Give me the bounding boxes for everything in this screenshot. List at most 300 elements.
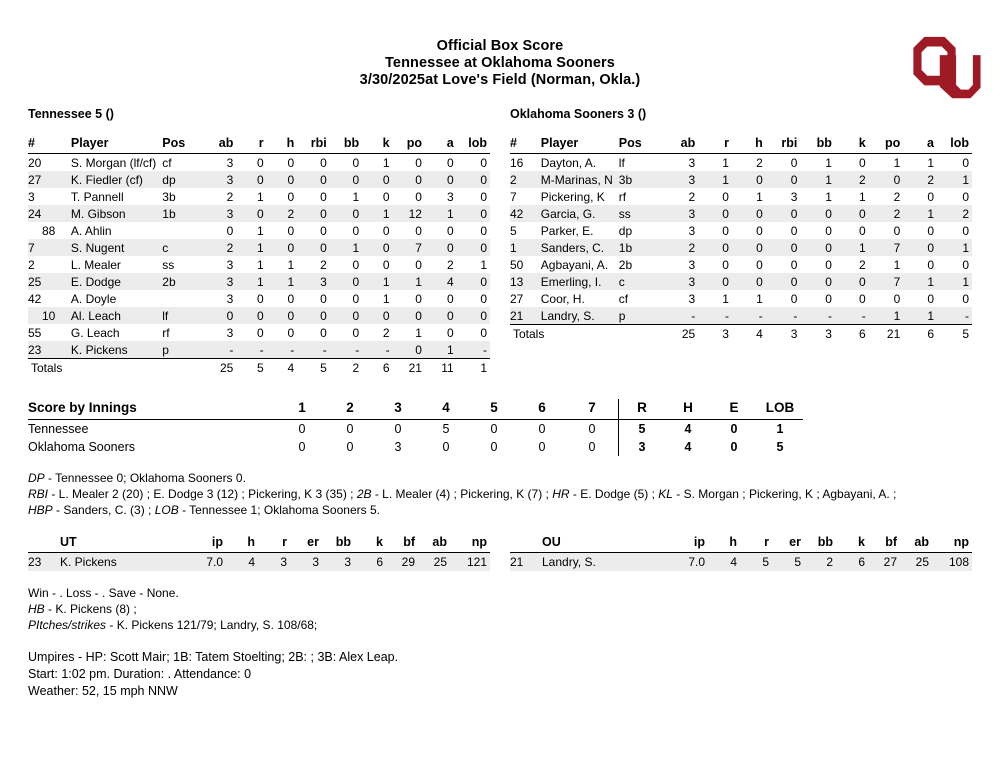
line-score-section: [28, 399, 972, 456]
note-lob-label: LOB: [154, 502, 179, 517]
pitch-stat-ab: 25: [418, 552, 450, 571]
stat-rbi: 0: [790, 257, 798, 272]
stat-r: 1: [722, 155, 729, 170]
stat-ab: 3: [226, 291, 234, 306]
table-row: [28, 324, 490, 341]
stat-h: 0: [287, 189, 295, 204]
stat-lob: 0: [480, 291, 487, 306]
stat-po: 2: [869, 205, 904, 222]
col-lob: lob: [937, 135, 972, 154]
stat-rbi: 3: [790, 189, 798, 204]
col-k: k: [362, 135, 392, 154]
inning-4-runs: 0: [442, 439, 450, 454]
player-name: Agbayani, A.: [540, 257, 609, 272]
totals-po: 21: [869, 325, 904, 343]
table-row: [510, 273, 972, 290]
stat-po: 1: [893, 257, 901, 272]
away-team-title: Tennessee 5 (): [28, 107, 114, 121]
stat-bb: 1: [330, 239, 362, 256]
stat-lob: 1: [480, 257, 487, 272]
table-row: [510, 222, 972, 239]
stat-po: 7: [393, 239, 425, 256]
stat-po: 0: [415, 189, 422, 204]
stat-ab: 2: [204, 239, 236, 256]
pit-col-r: r: [258, 534, 290, 553]
stat-ab: 2: [688, 189, 696, 204]
stat-bb: -: [330, 341, 362, 359]
player-name: E. Dodge: [68, 273, 159, 290]
player-position: [159, 222, 204, 239]
col-pos: Pos: [159, 135, 204, 154]
pit-col-er: er: [290, 534, 322, 553]
player-number: 88: [42, 223, 56, 238]
note-hbp-lob: [28, 502, 972, 518]
table-row: [28, 205, 490, 222]
col-h: h: [732, 135, 766, 154]
inning-header-6: 6: [518, 399, 566, 420]
player-position: 3b: [616, 171, 664, 188]
totals-rbi: 5: [297, 359, 330, 377]
pitch-stat-np: 121: [450, 552, 490, 571]
player-name: Sanders, C.: [538, 239, 616, 256]
stat-rbi: 0: [297, 307, 330, 324]
stat-h: 0: [287, 325, 295, 340]
total-r: 5: [638, 421, 646, 436]
stat-h: 1: [287, 257, 295, 272]
stat-a: 0: [447, 223, 454, 238]
totals-bb: 2: [330, 359, 362, 377]
player-position: dp: [159, 171, 204, 188]
player-number: 21: [510, 307, 538, 325]
stat-ab: -: [664, 307, 699, 325]
table-header-row: [510, 534, 972, 553]
note-dp: [28, 470, 972, 486]
col-po: po: [393, 135, 425, 154]
stat-a: 1: [903, 273, 937, 290]
stat-a: 1: [425, 205, 457, 222]
player-number: 25: [28, 273, 68, 290]
table-row: [28, 239, 490, 256]
decision-line: Win - . Loss - . Save - None.: [28, 585, 179, 600]
col-a: a: [425, 135, 457, 154]
table-row: [28, 273, 490, 290]
totals-h: 4: [732, 325, 766, 343]
inning-7-runs: 0: [566, 419, 619, 438]
player-position: p: [159, 341, 204, 359]
note-2b-text: - L. Mealer (4) ; Pickering, K (7) ;: [371, 486, 553, 501]
stat-r: 1: [256, 257, 264, 272]
header-line-title: Official Box Score: [436, 38, 564, 54]
total-lob: 1: [776, 421, 784, 436]
stat-po: 0: [415, 257, 422, 272]
stat-lob: 1: [937, 273, 972, 290]
stat-h: 2: [756, 155, 763, 170]
totals-r: 3: [698, 325, 732, 343]
totals-row: [510, 325, 972, 343]
away-pitching-block: [28, 534, 490, 571]
totals-a: 6: [903, 325, 937, 343]
pitch-stat-er: 3: [290, 552, 322, 571]
away-team-block: [28, 107, 490, 377]
stat-k: 0: [362, 239, 392, 256]
stat-bb: 0: [825, 257, 832, 272]
line-score-team: Oklahoma Sooners: [28, 439, 136, 454]
totals-k: 6: [362, 359, 392, 377]
total-header-e: E: [711, 399, 757, 420]
inning-2-runs: 0: [346, 421, 354, 436]
stat-rbi: 0: [320, 325, 327, 340]
stat-k: -: [362, 341, 392, 359]
stat-a: 0: [927, 223, 934, 238]
stat-k: 1: [362, 273, 392, 290]
stat-bb: 0: [352, 155, 360, 170]
player-name: Parker, E.: [540, 223, 594, 238]
total-h: 4: [684, 421, 692, 436]
stat-a: 0: [903, 239, 937, 256]
stat-h: 0: [267, 239, 298, 256]
stat-h: 0: [287, 291, 295, 306]
player-number: 42: [28, 291, 42, 306]
totals-lob: 5: [937, 325, 972, 343]
player-name: Pickering, K: [540, 189, 605, 204]
stat-r: 0: [236, 307, 266, 324]
stat-bb: 0: [800, 273, 835, 290]
stat-ab: 3: [204, 273, 236, 290]
stat-po: 1: [869, 307, 904, 325]
stat-po: 1: [893, 155, 901, 170]
pitch-stat-k: 6: [836, 552, 868, 571]
player-position: [159, 290, 204, 307]
stat-ab: 3: [226, 325, 234, 340]
away-pitching-body: [28, 552, 490, 571]
totals-ab: 25: [204, 359, 236, 377]
away-pitching-table: [28, 534, 490, 571]
player-number: 23: [28, 341, 68, 359]
stat-ab: 0: [204, 307, 236, 324]
table-row: [28, 171, 490, 188]
stat-r: 0: [236, 205, 266, 222]
totals-po: 21: [393, 359, 425, 377]
stat-bb: 0: [352, 325, 360, 340]
inning-3-runs: 0: [394, 421, 402, 436]
player-number: 7: [510, 189, 517, 204]
inning-3-runs: 3: [394, 439, 402, 454]
stat-r: 1: [236, 273, 266, 290]
stat-lob: 0: [457, 171, 490, 188]
stat-bb: 0: [330, 307, 362, 324]
table-row: [510, 307, 972, 325]
stat-lob: 0: [457, 205, 490, 222]
stat-rbi: 0: [320, 189, 327, 204]
pit-col-np: np: [932, 534, 972, 553]
player-number: 27: [28, 171, 68, 188]
note-kl-text: - S. Morgan ; Pickering, K ; Agbayani, A. ;: [672, 486, 897, 501]
table-row: [510, 154, 972, 172]
pitching-section: [28, 534, 972, 571]
stat-k: 2: [382, 325, 390, 340]
line-score-row: [28, 438, 803, 456]
stat-h: 0: [732, 205, 766, 222]
stat-ab: 3: [226, 257, 234, 272]
player-position: rf: [618, 189, 627, 204]
pitches-text: - K. Pickens 121/79; Landry, S. 108/68;: [106, 617, 318, 632]
stat-r: 1: [236, 239, 266, 256]
stat-a: 2: [903, 171, 937, 188]
stat-po: 12: [393, 205, 425, 222]
player-position: 1b: [159, 205, 204, 222]
stat-k: 1: [362, 205, 392, 222]
table-row: [510, 256, 972, 273]
pit-col-er: er: [772, 534, 804, 553]
pitch-stat-bb: 2: [804, 552, 836, 571]
col-bb: bb: [800, 135, 835, 154]
stat-r: 0: [236, 171, 266, 188]
stat-lob: 1: [937, 171, 972, 188]
player-number: 50: [510, 257, 524, 272]
stat-bb: 0: [330, 205, 362, 222]
stat-h: 0: [732, 171, 766, 188]
stat-h: 0: [267, 171, 298, 188]
stat-ab: 3: [204, 205, 236, 222]
note-kl-label: KL: [658, 486, 673, 501]
stat-k: -: [835, 307, 869, 325]
col-r: r: [698, 135, 732, 154]
pit-col-ip: ip: [194, 534, 226, 553]
hb-line: [28, 601, 972, 617]
player-number: 2: [510, 171, 538, 188]
stat-h: -: [732, 307, 766, 325]
stat-rbi: 3: [297, 273, 330, 290]
stat-h: 0: [267, 307, 298, 324]
pitcher-name: K. Pickens: [57, 552, 194, 571]
away-batting-totals: [28, 359, 490, 377]
header-line-venue: 3/30/2025at Love's Field (Norman, Okla.): [359, 72, 641, 88]
stat-r: 1: [256, 223, 264, 238]
col-ab: ab: [664, 135, 699, 154]
stat-bb: 0: [825, 223, 832, 238]
player-number: 3: [28, 189, 35, 204]
pitch-stat-bf: 29: [386, 552, 418, 571]
inning-5-runs: 0: [490, 439, 498, 454]
line-score-label: Score by Innings: [28, 399, 278, 420]
stat-lob: 1: [937, 239, 972, 256]
header-line-matchup: Tennessee at Oklahoma Sooners: [385, 55, 615, 71]
stat-lob: 0: [457, 307, 490, 324]
stat-po: 2: [893, 189, 901, 204]
pitcher-name: Landry, S.: [539, 552, 676, 571]
col-pos: Pos: [616, 135, 664, 154]
stat-bb: 0: [352, 291, 360, 306]
player-name: M-Marinas, N: [538, 171, 616, 188]
pitcher-number: 23: [28, 552, 57, 571]
pitch-stat-er: 5: [772, 552, 804, 571]
pit-col-number: [28, 534, 57, 553]
stat-k: 0: [382, 257, 390, 272]
stat-lob: 0: [962, 155, 969, 170]
stat-bb: 0: [330, 171, 362, 188]
player-name: Coor, H.: [540, 291, 585, 306]
pit-col-np: np: [450, 534, 490, 553]
stat-ab: 3: [664, 171, 699, 188]
stat-lob: -: [457, 341, 490, 359]
home-pitching-table: [510, 534, 972, 571]
totals-label: Totals: [510, 325, 664, 343]
stat-k: 1: [835, 239, 869, 256]
player-number: 5: [510, 223, 517, 238]
stat-h: 1: [267, 273, 298, 290]
total-header-r: R: [619, 399, 666, 420]
stat-k: 0: [835, 273, 869, 290]
stat-a: 2: [447, 257, 454, 272]
note-2b-label: 2B: [356, 486, 372, 501]
stat-a: 0: [447, 291, 454, 306]
stat-a: 1: [903, 205, 937, 222]
note-hbp-label: HBP: [28, 502, 53, 517]
player-position: p: [616, 307, 664, 325]
table-row: [510, 205, 972, 222]
stat-k: 0: [382, 223, 390, 238]
stat-rbi: 0: [766, 171, 801, 188]
totals-lob: 1: [457, 359, 490, 377]
col-rbi: rbi: [297, 135, 330, 154]
decisions-section: [28, 585, 972, 633]
totals-k: 6: [835, 325, 869, 343]
stat-a: 1: [903, 307, 937, 325]
stat-a: 3: [447, 189, 454, 204]
stat-r: 0: [722, 223, 729, 238]
stat-bb: 1: [352, 189, 360, 204]
stat-po: 0: [415, 223, 422, 238]
stat-bb: 0: [330, 273, 362, 290]
pitch-stat-h: 4: [708, 552, 740, 571]
table-row: [28, 222, 490, 239]
pitch-stat-np: 108: [932, 552, 972, 571]
col-number: #: [510, 135, 538, 154]
pit-col-bf: bf: [386, 534, 418, 553]
stat-ab: 3: [226, 155, 234, 170]
inning-2-runs: 0: [346, 439, 354, 454]
stat-ab: 2: [664, 239, 699, 256]
note-hr-text: - E. Dodge (5) ;: [569, 486, 659, 501]
hb-label: HB: [28, 601, 45, 616]
stat-po: 7: [869, 273, 904, 290]
stat-lob: 0: [962, 291, 969, 306]
stat-h: 0: [287, 155, 295, 170]
stat-ab: 3: [688, 257, 696, 272]
note-dp-label: DP: [28, 470, 45, 485]
pitch-stat-r: 5: [740, 552, 772, 571]
stat-lob: 0: [480, 155, 487, 170]
stat-k: 0: [362, 171, 392, 188]
table-row: [28, 188, 490, 205]
stat-a: 0: [447, 325, 454, 340]
table-row: [510, 290, 972, 307]
player-number: 7: [28, 239, 68, 256]
stat-rbi: -: [297, 341, 330, 359]
stat-bb: 0: [352, 257, 360, 272]
note-hbp-text: - Sanders, C. (3) ;: [52, 502, 155, 517]
stat-lob: -: [937, 307, 972, 325]
stat-k: 1: [382, 155, 390, 170]
player-name: K. Fiedler (cf): [68, 171, 159, 188]
note-lob-text: - Tennessee 1; Oklahoma Sooners 5.: [178, 502, 380, 517]
pit-col-number: [510, 534, 539, 553]
game-info-section: [28, 649, 972, 700]
pitch-stat-bb: 3: [322, 552, 354, 571]
stat-ab: 3: [688, 223, 696, 238]
player-name: S. Morgan (lf/cf): [70, 155, 157, 170]
col-player: Player: [68, 135, 159, 154]
pit-col-r: r: [740, 534, 772, 553]
player-position: c: [159, 239, 204, 256]
stat-lob: 0: [480, 189, 487, 204]
stat-po: 0: [893, 291, 901, 306]
stat-ab: 0: [226, 223, 234, 238]
stat-k: 0: [859, 223, 866, 238]
stat-bb: 1: [800, 171, 835, 188]
pitch-stat-bf: 27: [868, 552, 900, 571]
total-header-lob: LOB: [757, 399, 803, 420]
player-name: K. Pickens: [68, 341, 159, 359]
col-player: Player: [538, 135, 616, 154]
col-bb: bb: [330, 135, 362, 154]
totals-row: [28, 359, 490, 377]
stat-po: 0: [893, 223, 901, 238]
player-position: cf: [162, 155, 172, 170]
stat-h: 2: [267, 205, 298, 222]
page-header: [0, 0, 1000, 89]
stat-a: 0: [927, 189, 934, 204]
stat-lob: 0: [480, 223, 487, 238]
player-number: 1: [510, 239, 538, 256]
player-name: Dayton, A.: [540, 155, 597, 170]
player-name: S. Nugent: [68, 239, 159, 256]
table-row: [28, 154, 490, 172]
pitcher-row: [28, 552, 490, 571]
stat-r: 1: [256, 189, 264, 204]
stat-h: 0: [732, 273, 766, 290]
total-e: 0: [730, 421, 738, 436]
pit-col-k: k: [836, 534, 868, 553]
ou-logo-icon: [910, 28, 982, 110]
pit-col-bb: bb: [322, 534, 354, 553]
player-name: A. Doyle: [70, 291, 117, 306]
stat-bb: 1: [825, 155, 832, 170]
stat-h: 1: [756, 189, 763, 204]
note-hitting: [28, 486, 972, 502]
player-position: 2b: [618, 257, 633, 272]
stat-ab: 3: [688, 155, 696, 170]
player-position: ss: [616, 205, 664, 222]
stat-po: 0: [415, 155, 422, 170]
player-number: 13: [510, 273, 538, 290]
totals-a: 11: [425, 359, 457, 377]
stat-lob: 0: [457, 273, 490, 290]
stat-r: 1: [698, 171, 732, 188]
table-row: [510, 171, 972, 188]
inning-1-runs: 0: [298, 421, 306, 436]
table-row: [510, 188, 972, 205]
inning-1-runs: 0: [298, 439, 306, 454]
inning-7-runs: 0: [566, 438, 619, 456]
pitch-stat-k: 6: [354, 552, 386, 571]
line-score-body: [28, 419, 803, 456]
pitcher-number: 21: [510, 552, 539, 571]
inning-5-runs: 0: [490, 421, 498, 436]
inning-header-3: 3: [374, 399, 422, 420]
player-number: 20: [28, 155, 42, 170]
stat-k: 0: [362, 307, 392, 324]
